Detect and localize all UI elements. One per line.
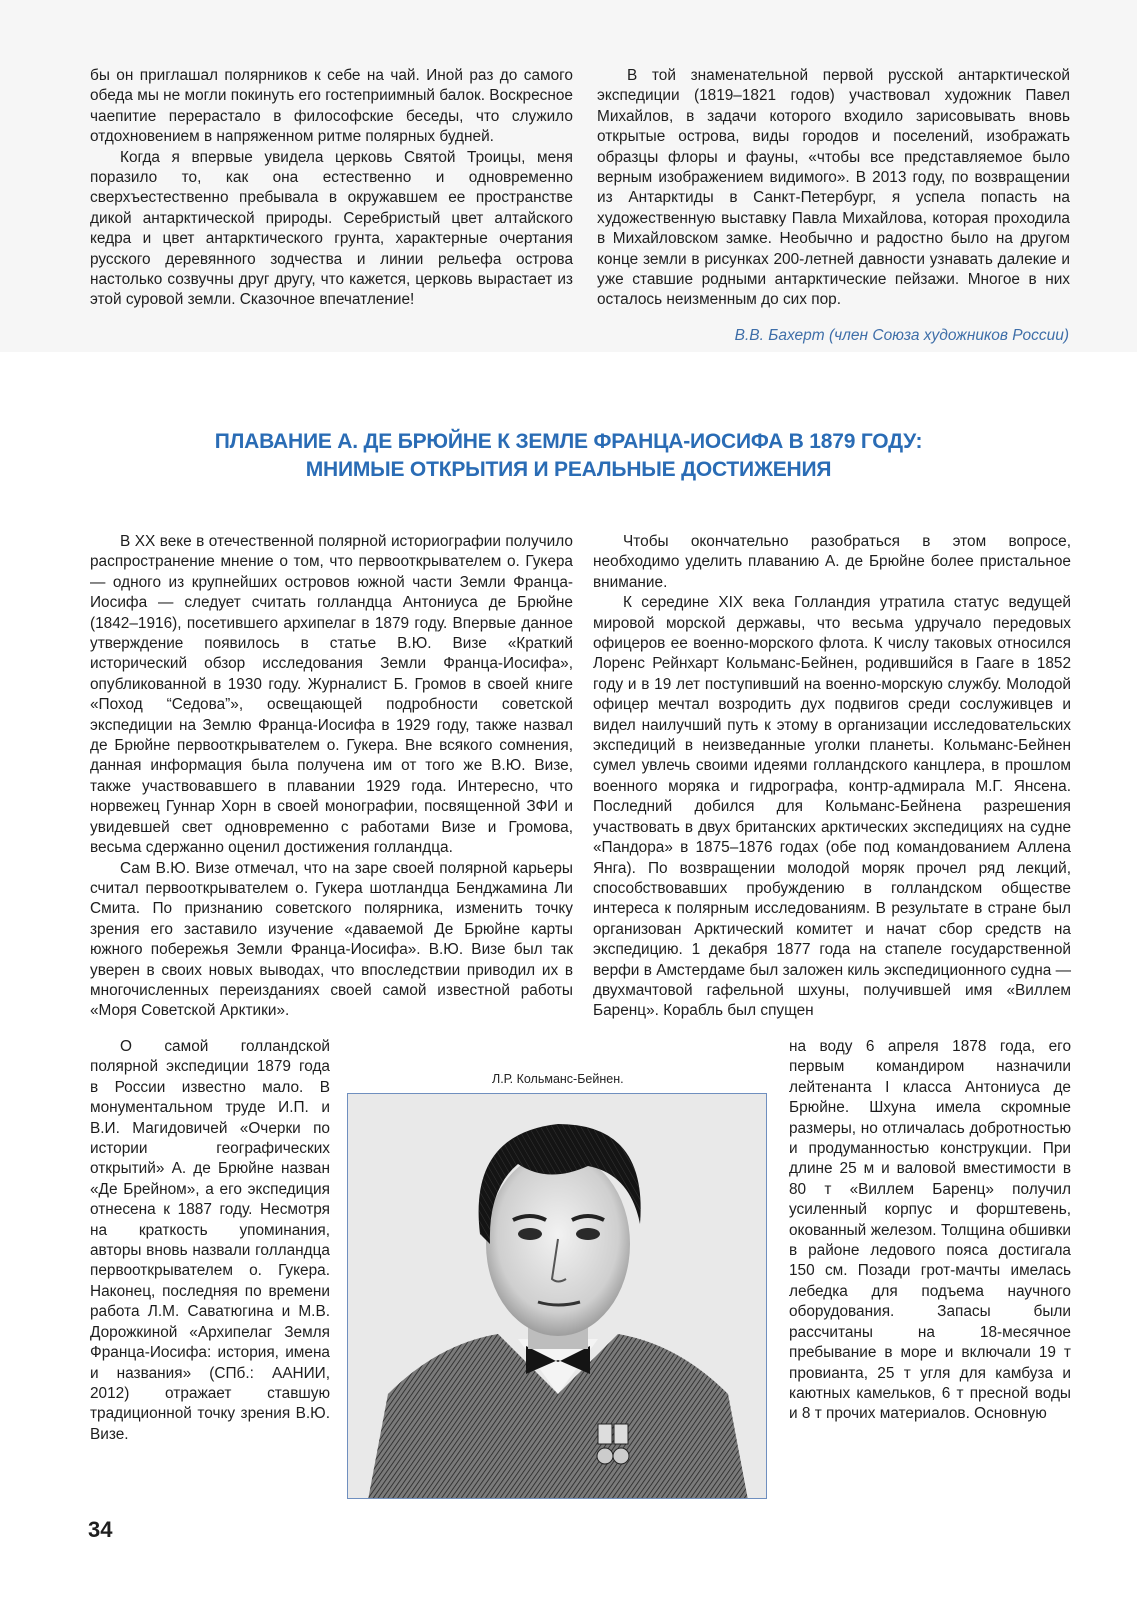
article-left-column [90, 532, 573, 1022]
left-eye [518, 1228, 542, 1240]
paragraph: К середине XIX века Голландия утратила статус ведущей мировой морской державы, что весьма удручало передовых офицеров ее военно-морского флота. К числу таковых относился Лоренс Рейнхарт Кольманс-Бейнен, родившийся в Гааге в 1852 году и в 19 лет поступивший на военно-морскую службу. Молодой офицер мечтал возродить дух подвигов среди сослуживцев и видел наилучший путь к этому в организации исследовательских экспедиций в неизведанные уголки планеты. Кольманс-Бейнен сумел увлечь своими идеями голландского канцлера, в прошлом военного моряка и гидрографа, контр-адмирала М.Г. Янсена. Последний добился для Кольманс-Бейнена разрешения участвовать в двух британских арктических экспедициях на судне «Пандора» в 1875–1876 годах (обе под командованием Аллена Янга). По возвращении молодой моряк прочел ряд лекций, способствовавших пробуждению в голландском обществе интереса к полярным исследованиям. В результате в стране был организован Арктический комитет и начат сбор средств на экспедицию. 1 декабря 1877 года на стапеле государственной верфи в Амстердаме был заложен киль экспедиционного судна — двухмачтовой гафельной шхуны, получившей имя «Виллем Баренц». Корабль был спущен [593, 594, 1071, 1020]
paragraph: О самой голландской полярной экспедиции 1879 года в России известно мало. В монументальном труде И.П. и В.И. Магидовичей «Очерки по истории географических открытий» А. де Брюйне назван «Де Брейном», а его экспедиция отнесена к 1887 году. Несмотря на краткость упоминания, авторы вновь назвали голландца первооткрывателем о. Гукера. Наконец, последняя по времени работа Л.М. Саватюгина и М.В. Дорожкиной «Архипелаг Земля Франца-Иосифа: история, имена и названия» (СПб.: ААНИИ, 2012) отражает ставшую традиционной точку зрения В.Ю. Визе. [90, 1038, 330, 1443]
paragraph: Сам В.Ю. Визе отмечал, что на заре своей полярной карьеры считал первооткрывателем о. Гукера шотландца Бенджамина Ли Смита. По признанию советского полярника, изменить точку зрения его заставило изучение «даваемой Де Брюйне карты южного побережья Земли Франца-Иосифа». В.Ю. Визе был так уверен в своих новых выводах, что впоследствии приводил их в многочисленных переизданиях своей самой известной работы «Моря Советской Арктики». [90, 859, 573, 1020]
previous-article-right-column [597, 66, 1070, 311]
paragraph: В XX веке в отечественной полярной историографии получило распространение мнение о том, что первооткрывателем о. Гукера — одного из крупнейших островов южной части Земли Франца-Иосифа — следует считать голландца Антониуса де Брюйне (1842–1916), посетившего архипелаг в 1879 году. Впервые данное утверждение появилось в статье В.Ю. Визе «Краткий исторический обзор исследования Земли Франца-Иосифа», опубликованной в 1930 году. Журналист Б. Громов в своей книге «Поход “Седова”», освещающей подробности советской экспедиции на Землю Франца-Иосифа в 1929 году, также назвал де Брюйне первооткрывателем о. Гукера. Вне всякого сомнения, данная информация была получена им от того же В.Ю. Визе, также участвовавшего в плавании 1929 года. Интересно, что норвежец Гуннар Хорн в своей монографии, посвященной ЗФИ и увидевшей свет одновременно с работами Визе и Громова, весьма сдержанно оценил достижения голландца. [90, 533, 573, 857]
paragraph: Когда я впервые увидела церковь Святой Троицы, меня поразило то, как она естественно и одновременно сверхъестественно пребывала в окружавшем ее пространстве дикой антарктической природы. Серебристый цвет алтайского кедра и цвет антарктического грунта, характерные очертания русского деревянного зодчества и линии рельефа острова настолько созвучны друг другу, что кажется, церковь вырастает из этой суровой земли. Сказочное впечатление! [90, 148, 573, 309]
article-title-line-1: ПЛАВАНИЕ А. ДЕ БРЮЙНЕ К ЗЕМЛЕ ФРАНЦА-ИОСИФА В 1879 ГОДУ: [214, 430, 923, 453]
previous-article-left-column [90, 66, 573, 311]
article-title-line-2: МНИМЫЕ ОТКРЫТИЯ И РЕАЛЬНЫЕ ДОСТИЖЕНИЯ [305, 458, 832, 481]
article-right-narrow-column [789, 1037, 1071, 1425]
author-signature: В.В. Бахерт (член Союза художников России) [734, 327, 1069, 344]
article-title [0, 428, 1137, 484]
paragraph: бы он приглашал полярников к себе на чай. Иной раз до самого обеда мы не могли покинуть его гостеприимный балок. Воскресное чаепитие перерастало в философские беседы, что служило отдохновением в напряженном ритме полярных будней. [90, 67, 573, 146]
article-right-column [593, 532, 1071, 1022]
portrait-caption: Л.Р. Кольманс-Бейнен. [492, 1072, 624, 1086]
paragraph: на воду 6 апреля 1878 года, его первым командиром назначили лейтенанта I класса Антониуса де Брюйне. Шхуна имела скромные размеры, но отличалась добротностью и продуманностью конструкции. При длине 25 м и валовой вместимости в 80 т «Виллем Баренц» получил усиленный корпус и форштевень, окованный железом. Толщина обшивки в районе ледового пояса достигала 150 см. Позади грот-мачты имелась лебедка для подъема научного оборудования. Запасы были рассчитаны на 18-месячное пребывание в море и включали 19 т провианта, 25 т угля для камбуза и каютных камельков, 6 т пресной воды и 8 т прочих материалов. Основную [789, 1038, 1071, 1423]
article-left-narrow-column [90, 1037, 330, 1445]
paragraph: Чтобы окончательно разобраться в этом вопросе, необходимо уделить плаванию А. де Брюйне более пристальное внимание. [593, 533, 1071, 591]
page-number: 34 [88, 1517, 113, 1542]
right-eye [576, 1228, 600, 1240]
paragraph: В той знаменательной первой русской антарктической экспедиции (1819–1821 годов) участвовал художник Павел Михайлов, в задачи которого входило зарисовывать вновь открытые острова, виды городов и поселений, изображать образцы флоры и фауны, «чтобы все представляемое было верным изображением видимого». В 2013 году, по возвращении из Антарктиды в Санкт-Петербург, я успела попасть на художественную выставку Павла Михайлова, которая проходила в Михайловском замке. Необычно и радостно было на другом конце земли в рисунках 200-летней давности узнавать далекие и уже ставшие родными антарктические пейзажи. Многое в них осталось неизменным до сих пор. [597, 67, 1070, 309]
portrait-illustration [348, 1094, 767, 1499]
portrait-engraving [347, 1093, 767, 1499]
